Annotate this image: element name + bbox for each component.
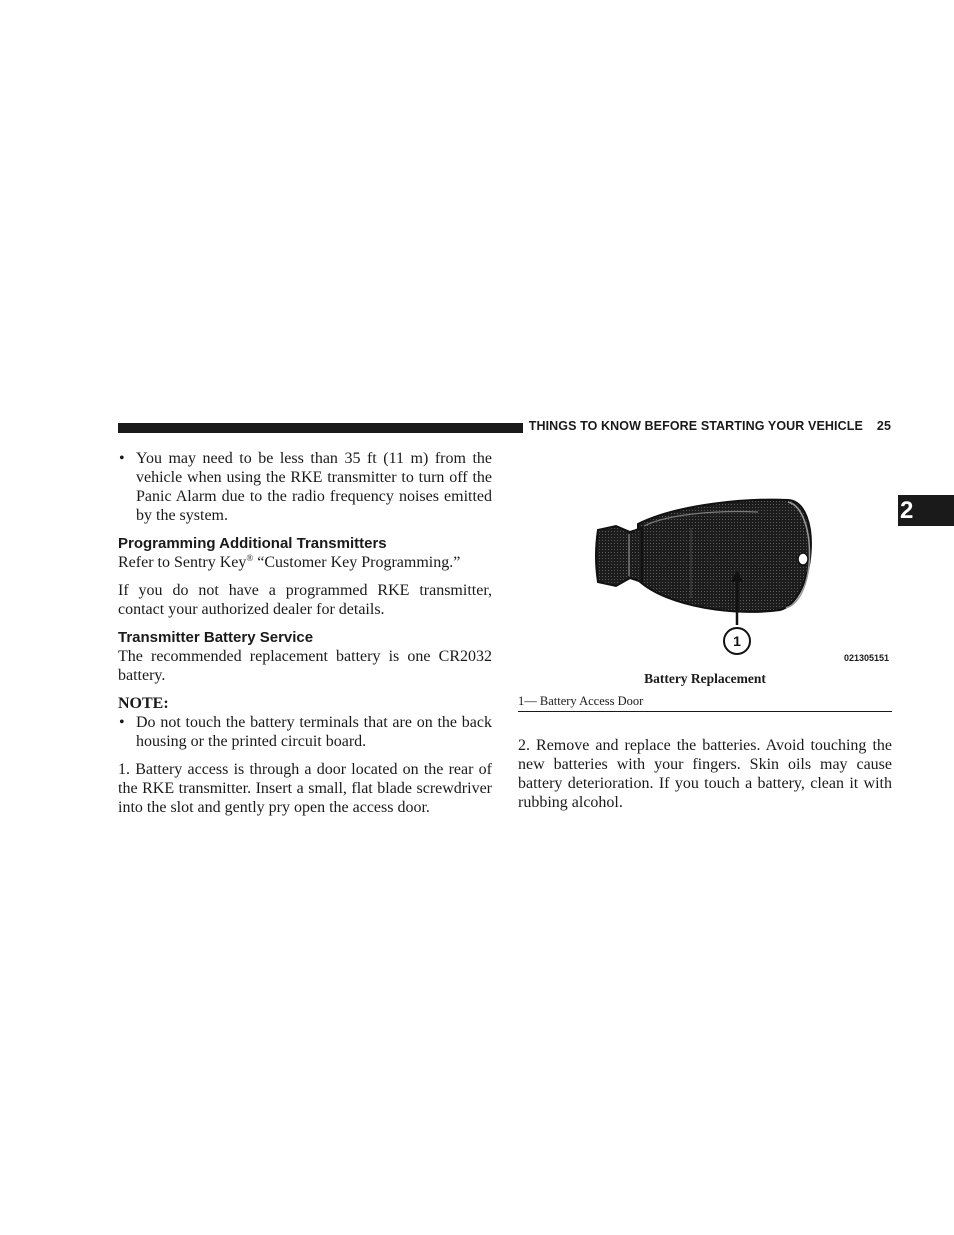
paragraph (118, 553, 492, 572)
section-title: THINGS TO KNOW BEFORE STARTING YOUR VEHICLE (528, 419, 863, 433)
fob-body (638, 500, 811, 612)
section-heading: Transmitter Battery Service (118, 629, 314, 646)
paragraph: The recommended replacement battery is one CR2032 battery. (118, 648, 492, 684)
step-paragraph: 2. Remove and replace the batteries. Avoid touching the new batteries with your fingers. Skin oils may cause battery deterioration. If you touch a battery, clean it with rubbing alcohol. (518, 737, 892, 811)
battery-replacement-figure (518, 480, 892, 712)
note-label: NOTE: (118, 695, 169, 712)
chapter-tab: 2 (898, 495, 954, 526)
paragraph: If you do not have a programmed RKE transmitter, contact your authorized dealer for details. (118, 582, 492, 618)
section-heading: Programming Additional Transmitters (118, 535, 387, 552)
right-column (518, 736, 892, 821)
figure-caption: Battery Replacement (644, 671, 766, 686)
paragraph-text: Refer to Sentry Key (118, 554, 247, 571)
image-code: 021305151 (843, 653, 889, 663)
registered-mark: ® (246, 553, 254, 563)
key-fob-illustration (518, 480, 892, 670)
bullet-item: • You may need to be less than 35 ft (11 m) from the vehicle when using the RKE transmitter to turn off the Panic Alarm due to the radio frequency noises emitted by the system. (118, 449, 492, 525)
key-ring-hole (798, 553, 808, 565)
running-header (528, 419, 891, 433)
header-rule (118, 423, 523, 433)
bullet-item: • Do not touch the battery terminals that are on the back housing or the printed circuit board. (118, 713, 492, 751)
step-paragraph: 1. Battery access is through a door located on the rear of the RKE transmitter. Insert a small, flat blade screwdriver into the slot and gently pry open the access door. (118, 761, 492, 816)
figure-legend: 1— Battery Access Door (518, 694, 892, 712)
fob-key-blade (596, 526, 642, 586)
page-number: 25 (876, 419, 891, 433)
callout-number: 1 (733, 633, 741, 649)
left-column (118, 449, 492, 826)
paragraph-text: “Customer Key Programming.” (253, 554, 461, 571)
